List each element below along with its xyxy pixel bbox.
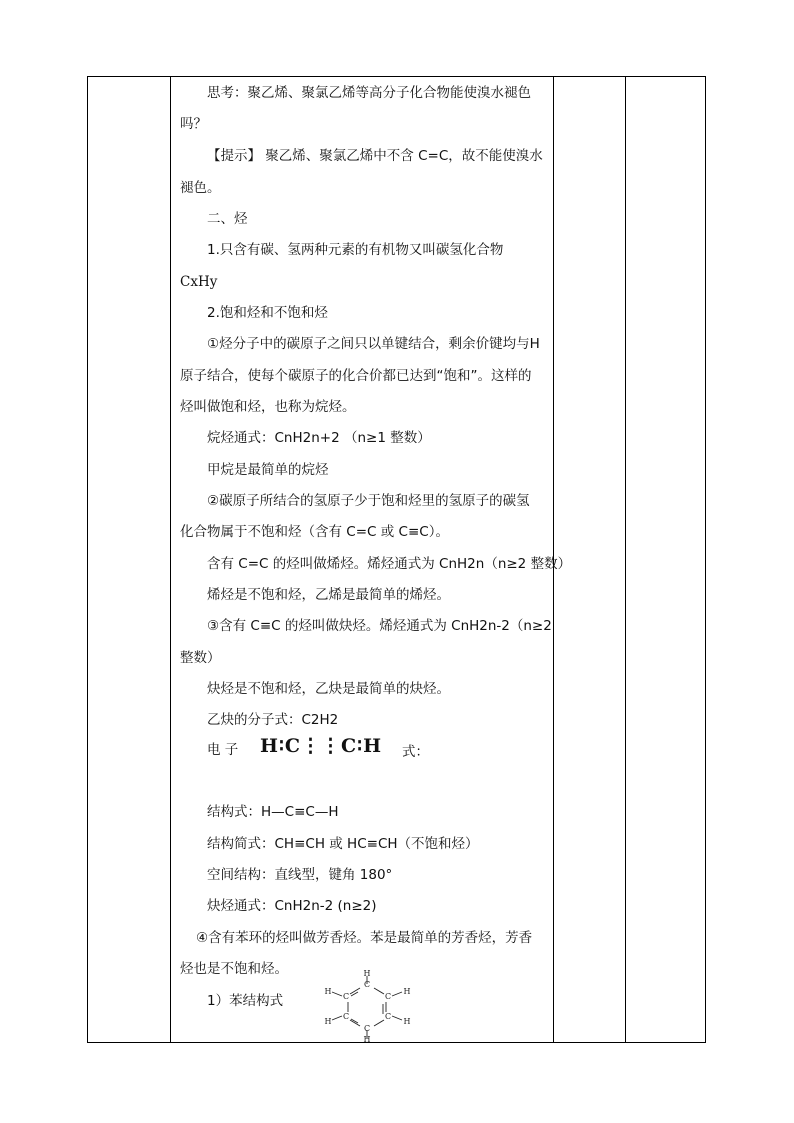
text-line: 1.只含有碳、氢两种元素的有机物又叫碳氢化合物 — [207, 242, 504, 258]
lesson-table — [87, 76, 706, 1043]
electron-formula-label: 电 子 — [207, 742, 239, 758]
text-line: 整数） — [180, 650, 221, 666]
carbon-atom: C — [342, 1012, 350, 1021]
carbon-atom: C — [342, 992, 350, 1001]
text-line: 褪色。 — [180, 180, 221, 196]
carbon-atom: C — [384, 1012, 392, 1021]
section-heading: 二、烃 — [207, 211, 248, 227]
hydrogen-atom: H — [403, 987, 411, 996]
carbon-atom: C — [363, 1024, 371, 1033]
text-line: 思考：聚乙烯、聚氯乙烯等高分子化合物能使溴水褪色 — [207, 85, 531, 101]
text-line: 化合物属于不饱和烃（含有 C=C 或 C≡C）。 — [180, 524, 449, 540]
hydrogen-atom: H — [324, 987, 332, 996]
electron-formula-suffix: 式： — [402, 744, 429, 760]
text-line: 甲烷是最简单的烷烃 — [207, 462, 329, 478]
text-line: 含有 C=C 的烃叫做烯烃。烯烃通式为 CnH2n（n≥2 整数） — [207, 556, 572, 572]
acetylene-electron-formula: H∶C⋮⋮C∶H — [260, 735, 383, 757]
text-line: 烃也是不饱和烃。 — [180, 961, 288, 977]
text-line: 吗？ — [180, 116, 207, 132]
column-divider-1 — [170, 77, 171, 1042]
condensed-formula: 结构简式：CH≡CH 或 HC≡CH（不饱和烃） — [207, 836, 479, 852]
carbon-atom: C — [363, 980, 371, 989]
formula-line: 乙炔的分子式：C2H2 — [207, 712, 339, 728]
structural-formula: 结构式：H—C≡C—H — [207, 804, 339, 820]
benzene-structure-diagram — [322, 970, 412, 1042]
text-line: ④含有苯环的烃叫做芳香烃。苯是最简单的芳香烃，芳香 — [196, 930, 533, 946]
formula-line: 烷烃通式：CnH2n+2 （n≥1 整数） — [207, 430, 431, 446]
text-line: 烯烃是不饱和烃，乙烯是最简单的烯烃。 — [207, 587, 450, 603]
text-line: ①烃分子中的碳原子之间只以单键结合，剩余价键均与H — [207, 336, 540, 352]
text-line: ③含有 C≡C 的烃叫做炔烃。烯烃通式为 CnH2n-2（n≥2 — [207, 618, 552, 634]
benzene-heading: 1）苯结构式 — [207, 993, 284, 1009]
hydrogen-atom: H — [403, 1017, 411, 1026]
hydrogen-atom: H — [324, 1017, 332, 1026]
text-line: 原子结合，使每个碳原子的化合价都已达到“饱和”。这样的 — [180, 368, 532, 384]
carbon-atom: C — [384, 992, 392, 1001]
hint-line: 【提示】 聚乙烯、聚氯乙烯中不含 C=C，故不能使溴水 — [207, 148, 543, 164]
formula-line: CxHy — [180, 274, 218, 290]
text-line: ②碳原子所结合的氢原子少于饱和烃里的氢原子的碳氢 — [207, 493, 530, 509]
column-divider-3 — [625, 77, 626, 1042]
hydrogen-atom: H — [363, 970, 371, 978]
text-line: 烃叫做饱和烃，也称为烷烃。 — [180, 399, 356, 415]
subheading: 2.饱和烃和不饱和烃 — [207, 305, 328, 321]
text-line: 炔烃是不饱和烃，乙炔是最简单的炔烃。 — [207, 681, 450, 697]
hydrogen-atom: H — [363, 1035, 371, 1042]
spatial-structure: 空间结构：直线型，键角 180° — [207, 867, 393, 883]
formula-line: 炔烃通式：CnH2n-2 (n≥2) — [207, 898, 377, 914]
